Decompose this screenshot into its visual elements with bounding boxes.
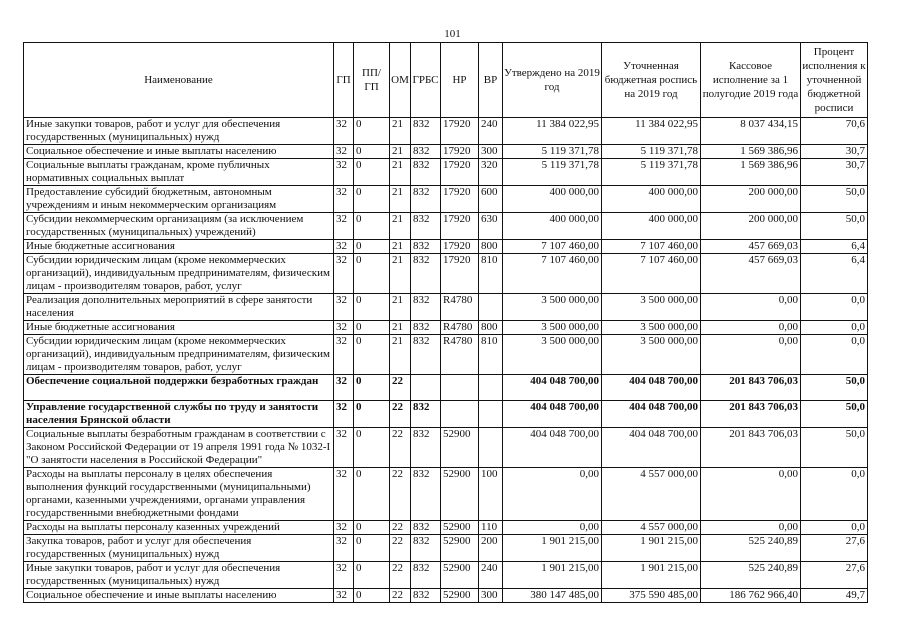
row-approved: 404 048 700,00 bbox=[503, 401, 602, 428]
row-percent: 0,0 bbox=[801, 521, 868, 535]
row-gp: 32 bbox=[334, 335, 354, 375]
row-approved: 0,00 bbox=[503, 521, 602, 535]
row-cash: 1 569 386,96 bbox=[701, 145, 801, 159]
row-name: Иные закупки товаров, работ и услуг для обеспечения государственных (муниципальных) нужд bbox=[24, 118, 334, 145]
row-grbs bbox=[411, 375, 441, 401]
row-ppgp: 0 bbox=[354, 321, 390, 335]
row-vr: 600 bbox=[479, 186, 503, 213]
row-cash: 186 762 966,40 bbox=[701, 589, 801, 603]
row-nr: 17920 bbox=[441, 159, 479, 186]
row-gp: 32 bbox=[334, 521, 354, 535]
row-name: Социальные выплаты гражданам, кроме публичных нормативных социальных выплат bbox=[24, 159, 334, 186]
row-gp: 32 bbox=[334, 562, 354, 589]
row-vr: 300 bbox=[479, 145, 503, 159]
row-om: 21 bbox=[390, 186, 411, 213]
row-approved: 3 500 000,00 bbox=[503, 321, 602, 335]
table-row bbox=[24, 335, 868, 375]
row-ppgp: 0 bbox=[354, 535, 390, 562]
row-grbs: 832 bbox=[411, 240, 441, 254]
row-approved: 11 384 022,95 bbox=[503, 118, 602, 145]
row-om: 22 bbox=[390, 468, 411, 521]
row-om: 21 bbox=[390, 145, 411, 159]
row-cash: 200 000,00 bbox=[701, 213, 801, 240]
header-name: Наименование bbox=[24, 43, 334, 118]
row-refined: 3 500 000,00 bbox=[602, 294, 701, 321]
row-percent: 50,0 bbox=[801, 428, 868, 468]
table-row bbox=[24, 213, 868, 240]
table-row bbox=[24, 159, 868, 186]
row-ppgp: 0 bbox=[354, 428, 390, 468]
row-vr bbox=[479, 294, 503, 321]
row-vr: 810 bbox=[479, 254, 503, 294]
row-percent: 50,0 bbox=[801, 213, 868, 240]
row-gp: 32 bbox=[334, 159, 354, 186]
row-vr bbox=[479, 401, 503, 428]
row-grbs: 832 bbox=[411, 401, 441, 428]
row-percent: 49,7 bbox=[801, 589, 868, 603]
table-row bbox=[24, 589, 868, 603]
row-nr: 52900 bbox=[441, 562, 479, 589]
row-name: Управление государственной службы по труду и занятости населения Брянской области bbox=[24, 401, 334, 428]
row-percent: 70,6 bbox=[801, 118, 868, 145]
row-ppgp: 0 bbox=[354, 145, 390, 159]
table-body bbox=[24, 118, 868, 603]
row-grbs: 832 bbox=[411, 535, 441, 562]
row-refined: 5 119 371,78 bbox=[602, 159, 701, 186]
row-cash: 0,00 bbox=[701, 468, 801, 521]
row-percent: 0,0 bbox=[801, 321, 868, 335]
row-nr bbox=[441, 375, 479, 401]
row-name: Реализация дополнительных мероприятий в сфере занятости населения bbox=[24, 294, 334, 321]
row-cash: 201 843 706,03 bbox=[701, 375, 801, 401]
row-name: Субсидии юридическим лицам (кроме некоммерческих организаций), индивидуальным предпринимателям, физическим лицам - производителям товаров, работ, услуг bbox=[24, 254, 334, 294]
row-grbs: 832 bbox=[411, 213, 441, 240]
row-nr: 17920 bbox=[441, 186, 479, 213]
row-name: Социальное обеспечение и иные выплаты населению bbox=[24, 145, 334, 159]
row-om: 21 bbox=[390, 213, 411, 240]
row-cash: 0,00 bbox=[701, 521, 801, 535]
row-vr: 240 bbox=[479, 562, 503, 589]
row-name: Расходы на выплаты персоналу в целях обеспечения выполнения функций государственными (муниципальными) органами, казенными учреждениями, органами управления государственными внебюджетными фондами bbox=[24, 468, 334, 521]
row-nr: 17920 bbox=[441, 145, 479, 159]
row-ppgp: 0 bbox=[354, 562, 390, 589]
table-row bbox=[24, 118, 868, 145]
row-vr bbox=[479, 428, 503, 468]
row-cash: 457 669,03 bbox=[701, 240, 801, 254]
row-om: 21 bbox=[390, 294, 411, 321]
row-vr: 240 bbox=[479, 118, 503, 145]
row-grbs: 832 bbox=[411, 159, 441, 186]
row-ppgp: 0 bbox=[354, 294, 390, 321]
row-name: Социальные выплаты безработным гражданам в соответствии с Законом Российской Федерации от 19 апреля 1991 года № 1032-I "О занятости населения в Российской Федерации" bbox=[24, 428, 334, 468]
row-name: Субсидии некоммерческим организациям (за исключением государственных (муниципальных) учреждений) bbox=[24, 213, 334, 240]
row-gp: 32 bbox=[334, 428, 354, 468]
row-gp: 32 bbox=[334, 294, 354, 321]
row-om: 21 bbox=[390, 254, 411, 294]
row-grbs: 832 bbox=[411, 562, 441, 589]
row-om: 21 bbox=[390, 321, 411, 335]
row-grbs: 832 bbox=[411, 186, 441, 213]
row-refined: 404 048 700,00 bbox=[602, 375, 701, 401]
row-om: 22 bbox=[390, 521, 411, 535]
row-ppgp: 0 bbox=[354, 589, 390, 603]
row-nr: 52900 bbox=[441, 535, 479, 562]
header-cash: Кассовое исполнение за 1 полугодие 2019 года bbox=[701, 43, 801, 118]
row-approved: 5 119 371,78 bbox=[503, 145, 602, 159]
row-grbs: 832 bbox=[411, 428, 441, 468]
row-refined: 4 557 000,00 bbox=[602, 468, 701, 521]
row-ppgp: 0 bbox=[354, 118, 390, 145]
table-row bbox=[24, 521, 868, 535]
row-ppgp: 0 bbox=[354, 335, 390, 375]
row-gp: 32 bbox=[334, 213, 354, 240]
row-approved: 3 500 000,00 bbox=[503, 335, 602, 375]
row-refined: 1 901 215,00 bbox=[602, 535, 701, 562]
row-name: Предоставление субсидий бюджетным, автономным учреждениям и иным некоммерческим организациям bbox=[24, 186, 334, 213]
row-approved: 3 500 000,00 bbox=[503, 294, 602, 321]
row-om: 21 bbox=[390, 240, 411, 254]
row-approved: 1 901 215,00 bbox=[503, 535, 602, 562]
table-row bbox=[24, 240, 868, 254]
table-row bbox=[24, 186, 868, 213]
row-gp: 32 bbox=[334, 589, 354, 603]
row-approved: 400 000,00 bbox=[503, 213, 602, 240]
row-approved: 5 119 371,78 bbox=[503, 159, 602, 186]
row-ppgp: 0 bbox=[354, 186, 390, 213]
row-om: 21 bbox=[390, 118, 411, 145]
header-nr: НР bbox=[441, 43, 479, 118]
row-percent: 30,7 bbox=[801, 145, 868, 159]
row-om: 22 bbox=[390, 375, 411, 401]
row-om: 22 bbox=[390, 428, 411, 468]
row-refined: 375 590 485,00 bbox=[602, 589, 701, 603]
table-row bbox=[24, 294, 868, 321]
row-vr: 110 bbox=[479, 521, 503, 535]
row-approved: 0,00 bbox=[503, 468, 602, 521]
row-approved: 7 107 460,00 bbox=[503, 240, 602, 254]
table-row bbox=[24, 401, 868, 428]
row-refined: 404 048 700,00 bbox=[602, 428, 701, 468]
row-gp: 32 bbox=[334, 254, 354, 294]
row-gp: 32 bbox=[334, 468, 354, 521]
row-grbs: 832 bbox=[411, 521, 441, 535]
budget-execution-table bbox=[23, 42, 868, 603]
row-cash: 1 569 386,96 bbox=[701, 159, 801, 186]
row-approved: 404 048 700,00 bbox=[503, 375, 602, 401]
row-cash: 0,00 bbox=[701, 335, 801, 375]
table-row bbox=[24, 468, 868, 521]
row-nr: 52900 bbox=[441, 428, 479, 468]
row-ppgp: 0 bbox=[354, 468, 390, 521]
row-nr: 17920 bbox=[441, 254, 479, 294]
row-grbs: 832 bbox=[411, 118, 441, 145]
row-name: Субсидии юридическим лицам (кроме некоммерческих организаций), индивидуальным предпринимателям, физическим лицам - производителям товаров, работ, услуг bbox=[24, 335, 334, 375]
row-vr: 300 bbox=[479, 589, 503, 603]
row-refined: 400 000,00 bbox=[602, 213, 701, 240]
row-nr: R4780 bbox=[441, 321, 479, 335]
row-nr: 17920 bbox=[441, 118, 479, 145]
row-name: Иные закупки товаров, работ и услуг для обеспечения государственных (муниципальных) нужд bbox=[24, 562, 334, 589]
row-percent: 0,0 bbox=[801, 335, 868, 375]
row-vr: 200 bbox=[479, 535, 503, 562]
row-gp: 32 bbox=[334, 535, 354, 562]
page-number: 101 bbox=[444, 28, 461, 40]
row-cash: 200 000,00 bbox=[701, 186, 801, 213]
row-refined: 404 048 700,00 bbox=[602, 401, 701, 428]
row-approved: 1 901 215,00 bbox=[503, 562, 602, 589]
row-vr: 630 bbox=[479, 213, 503, 240]
row-om: 21 bbox=[390, 335, 411, 375]
row-gp: 32 bbox=[334, 118, 354, 145]
header-om: ОМ bbox=[390, 43, 411, 118]
row-gp: 32 bbox=[334, 321, 354, 335]
row-approved: 7 107 460,00 bbox=[503, 254, 602, 294]
table-row bbox=[24, 254, 868, 294]
row-percent: 0,0 bbox=[801, 294, 868, 321]
row-gp: 32 bbox=[334, 401, 354, 428]
table-row bbox=[24, 145, 868, 159]
table-row bbox=[24, 562, 868, 589]
row-refined: 5 119 371,78 bbox=[602, 145, 701, 159]
row-percent: 50,0 bbox=[801, 375, 868, 401]
row-refined: 400 000,00 bbox=[602, 186, 701, 213]
row-vr: 800 bbox=[479, 321, 503, 335]
row-om: 22 bbox=[390, 535, 411, 562]
table-row bbox=[24, 375, 868, 401]
row-refined: 7 107 460,00 bbox=[602, 254, 701, 294]
row-name: Закупка товаров, работ и услуг для обеспечения государственных (муниципальных) нужд bbox=[24, 535, 334, 562]
row-ppgp: 0 bbox=[354, 159, 390, 186]
row-nr: R4780 bbox=[441, 294, 479, 321]
header-approved: Утверждено на 2019 год bbox=[503, 43, 602, 118]
row-approved: 400 000,00 bbox=[503, 186, 602, 213]
row-nr: 52900 bbox=[441, 521, 479, 535]
row-vr: 320 bbox=[479, 159, 503, 186]
row-refined: 3 500 000,00 bbox=[602, 335, 701, 375]
row-ppgp: 0 bbox=[354, 401, 390, 428]
row-grbs: 832 bbox=[411, 468, 441, 521]
row-ppgp: 0 bbox=[354, 254, 390, 294]
row-percent: 6,4 bbox=[801, 254, 868, 294]
row-cash: 0,00 bbox=[701, 294, 801, 321]
row-nr bbox=[441, 401, 479, 428]
header-grbs: ГРБС bbox=[411, 43, 441, 118]
row-refined: 4 557 000,00 bbox=[602, 521, 701, 535]
row-nr: R4780 bbox=[441, 335, 479, 375]
row-gp: 32 bbox=[334, 375, 354, 401]
row-gp: 32 bbox=[334, 240, 354, 254]
row-percent: 30,7 bbox=[801, 159, 868, 186]
row-cash: 8 037 434,15 bbox=[701, 118, 801, 145]
row-vr: 810 bbox=[479, 335, 503, 375]
row-nr: 52900 bbox=[441, 589, 479, 603]
row-percent: 27,6 bbox=[801, 535, 868, 562]
table-row bbox=[24, 535, 868, 562]
row-grbs: 832 bbox=[411, 294, 441, 321]
row-ppgp: 0 bbox=[354, 240, 390, 254]
header-percent: Процент исполнения к уточненной бюджетной росписи bbox=[801, 43, 868, 118]
row-cash: 525 240,89 bbox=[701, 562, 801, 589]
row-om: 22 bbox=[390, 562, 411, 589]
row-nr: 17920 bbox=[441, 213, 479, 240]
row-cash: 525 240,89 bbox=[701, 535, 801, 562]
row-ppgp: 0 bbox=[354, 375, 390, 401]
row-percent: 6,4 bbox=[801, 240, 868, 254]
row-name: Расходы на выплаты персоналу казенных учреждений bbox=[24, 521, 334, 535]
header-ppgp: ПП/ГП bbox=[354, 43, 390, 118]
row-grbs: 832 bbox=[411, 145, 441, 159]
row-refined: 7 107 460,00 bbox=[602, 240, 701, 254]
row-cash: 201 843 706,03 bbox=[701, 401, 801, 428]
header-row bbox=[24, 43, 868, 118]
row-om: 22 bbox=[390, 589, 411, 603]
row-grbs: 832 bbox=[411, 254, 441, 294]
row-ppgp: 0 bbox=[354, 213, 390, 240]
row-nr: 17920 bbox=[441, 240, 479, 254]
row-vr: 800 bbox=[479, 240, 503, 254]
row-cash: 457 669,03 bbox=[701, 254, 801, 294]
row-grbs: 832 bbox=[411, 335, 441, 375]
row-gp: 32 bbox=[334, 186, 354, 213]
header-refined: Уточненная бюджетная роспись на 2019 год bbox=[602, 43, 701, 118]
row-vr bbox=[479, 375, 503, 401]
row-percent: 50,0 bbox=[801, 186, 868, 213]
row-percent: 0,0 bbox=[801, 468, 868, 521]
table-row bbox=[24, 321, 868, 335]
row-ppgp: 0 bbox=[354, 521, 390, 535]
row-approved: 404 048 700,00 bbox=[503, 428, 602, 468]
row-refined: 1 901 215,00 bbox=[602, 562, 701, 589]
header-gp: ГП bbox=[334, 43, 354, 118]
row-nr: 52900 bbox=[441, 468, 479, 521]
row-name: Иные бюджетные ассигнования bbox=[24, 321, 334, 335]
row-refined: 11 384 022,95 bbox=[602, 118, 701, 145]
header-vr: ВР bbox=[479, 43, 503, 118]
row-gp: 32 bbox=[334, 145, 354, 159]
row-vr: 100 bbox=[479, 468, 503, 521]
row-grbs: 832 bbox=[411, 321, 441, 335]
row-grbs: 832 bbox=[411, 589, 441, 603]
row-name: Социальное обеспечение и иные выплаты населению bbox=[24, 589, 334, 603]
row-refined: 3 500 000,00 bbox=[602, 321, 701, 335]
row-cash: 0,00 bbox=[701, 321, 801, 335]
row-cash: 201 843 706,03 bbox=[701, 428, 801, 468]
row-approved: 380 147 485,00 bbox=[503, 589, 602, 603]
table-row bbox=[24, 428, 868, 468]
row-om: 22 bbox=[390, 401, 411, 428]
row-percent: 27,6 bbox=[801, 562, 868, 589]
row-name: Иные бюджетные ассигнования bbox=[24, 240, 334, 254]
row-name: Обеспечение социальной поддержки безработных граждан bbox=[24, 375, 334, 401]
row-om: 21 bbox=[390, 159, 411, 186]
row-percent: 50,0 bbox=[801, 401, 868, 428]
